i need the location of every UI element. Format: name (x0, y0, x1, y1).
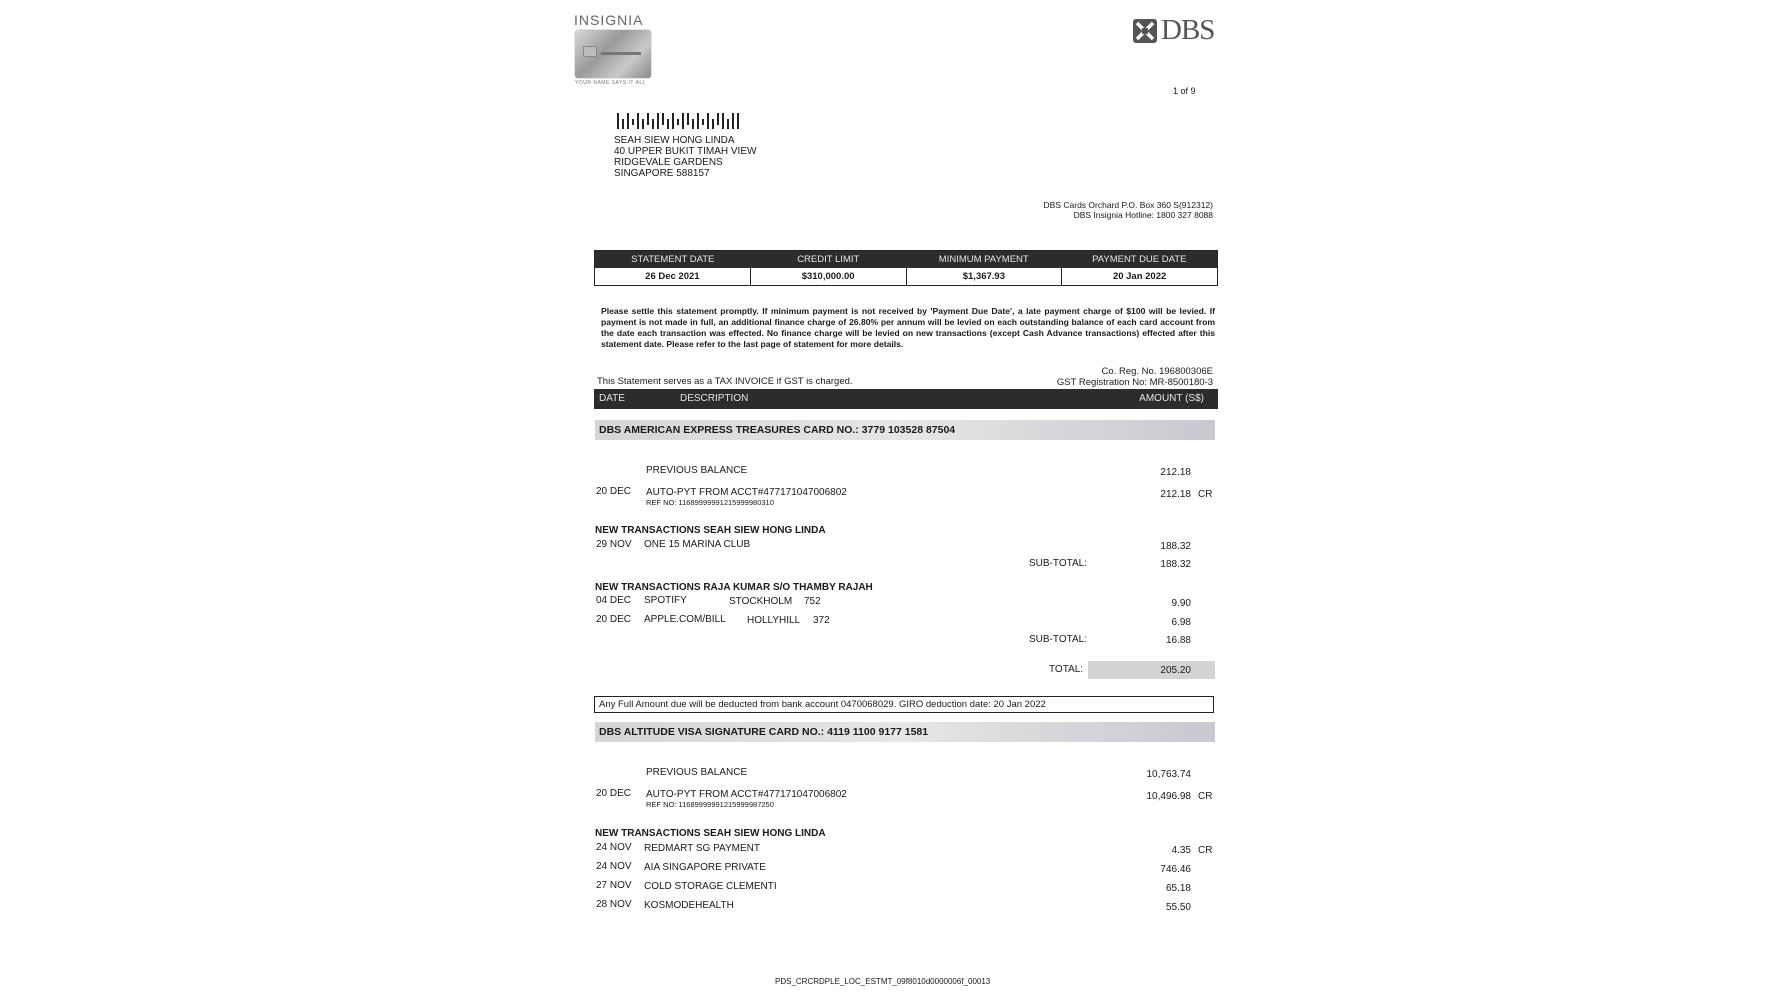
amex-g2-txn2-code: 372 (813, 615, 830, 626)
amex-g1-txn1-amount: 188.32 (1160, 541, 1191, 552)
document-footer-code: PDS_CRCRDPLE_LOC_ESTMT_09f8010d0000006f_00013 (775, 977, 991, 986)
altitude-autopay-ref: REF NO: 11689999991215999987250 (646, 800, 774, 809)
amex-autopay-date: 20 DEC (596, 486, 632, 497)
amex-g2-txn1-code: 752 (804, 596, 821, 607)
recipient-address-line2: RIDGEVALE GARDENS (614, 157, 723, 168)
amex-previous-balance-label: PREVIOUS BALANCE (646, 465, 748, 476)
summary-value-row (595, 268, 1217, 285)
card-brand-logo: INSIGNIA (574, 12, 644, 28)
amex-total-label: TOTAL: (1049, 664, 1084, 675)
altitude-autopay-description: AUTO-PYT FROM ACCT#477171047006802 (646, 789, 847, 800)
amex-g2-subtotal-label: SUB-TOTAL: (1029, 634, 1087, 645)
summary-credit-limit: $310,000.00 (750, 268, 906, 285)
amex-g2-txn2-description: APPLE.COM/BILL (644, 614, 726, 625)
altitude-txn4-amount: 55.50 (1165, 902, 1191, 913)
recipient-name: SEAH SIEW HONG LINDA (614, 135, 735, 146)
altitude-autopay-date: 20 DEC (596, 788, 632, 799)
altitude-txn4-description: KOSMODEHEALTH (644, 900, 734, 911)
column-description: DESCRIPTION (680, 393, 749, 404)
page-indicator: 1 of 9 (1173, 86, 1196, 96)
amex-g2-txn1-city: STOCKHOLM (729, 596, 793, 607)
recipient-address-line1: 40 UPPER BUKIT TIMAH VIEW (614, 146, 757, 157)
altitude-previous-balance-label: PREVIOUS BALANCE (646, 767, 748, 778)
summary-header-payment-due-date: PAYMENT DUE DATE (1092, 254, 1187, 265)
altitude-previous-balance-amount: 10,763.74 (1146, 769, 1191, 780)
altitude-card-title: DBS ALTITUDE VISA SIGNATURE CARD NO.: 4119 1100 9177 1581 (599, 726, 929, 738)
altitude-txn1-date: 24 NOV (596, 842, 632, 853)
summary-header-row (595, 251, 1217, 268)
credit-card-image (575, 30, 651, 78)
amex-autopay-cr: CR (1198, 489, 1213, 500)
tax-invoice-note: This Statement serves as a TAX INVOICE if GST is charged. (597, 376, 853, 387)
summary-minimum-payment: $1,367.93 (906, 268, 1062, 285)
amex-g2-txn1-amount: 9.90 (1171, 598, 1191, 609)
altitude-txn4-date: 28 NOV (596, 899, 632, 910)
altitude-txn2-date: 24 NOV (596, 861, 632, 872)
postal-barcode (617, 111, 741, 131)
amex-g2-txn2-amount: 6.98 (1171, 617, 1191, 628)
amex-g1-txn1-description: ONE 15 MARINA CLUB (644, 539, 751, 550)
amex-total-amount: 205.20 (1160, 665, 1191, 676)
summary-header-minimum-payment: MINIMUM PAYMENT (938, 254, 1029, 265)
amex-total-highlight (1088, 661, 1215, 679)
amex-previous-balance-amount: 212.18 (1160, 467, 1191, 478)
amex-group1-heading: NEW TRANSACTIONS SEAH SIEW HONG LINDA (595, 525, 826, 536)
card-chip (583, 46, 597, 57)
amex-g1-subtotal-amount: 188.32 (1160, 559, 1191, 570)
transaction-column-header (594, 389, 1218, 409)
column-date: DATE (599, 393, 625, 404)
statement-summary-table (594, 250, 1218, 286)
amex-g2-txn1-date: 04 DEC (596, 595, 632, 606)
altitude-txn2-amount: 746.46 (1160, 864, 1191, 875)
recipient-address-line3: SINGAPORE 588157 (614, 168, 710, 179)
amex-autopay-ref: REF NO: 11689999991215999980310 (646, 498, 774, 507)
amex-card-title: DBS AMERICAN EXPRESS TREASURES CARD NO.: 3779 103528 87504 (599, 424, 956, 436)
card-tagline: YOUR NAME SAYS IT ALL (575, 80, 646, 86)
amex-g2-txn2-city: HOLLYHILL (747, 615, 801, 626)
summary-statement-date: 26 Dec 2021 (645, 271, 700, 282)
amex-g1-txn1-date: 29 NOV (596, 539, 632, 550)
altitude-txn3-amount: 65.18 (1165, 883, 1191, 894)
altitude-group1-heading: NEW TRANSACTIONS SEAH SIEW HONG LINDA (595, 828, 826, 839)
column-amount: AMOUNT (S$) (1139, 393, 1204, 404)
amex-group2-heading: NEW TRANSACTIONS RAJA KUMAR S/O THAMBY RAJAH (595, 582, 873, 593)
dbs-star-icon (1132, 18, 1158, 44)
altitude-txn3-description: COLD STORAGE CLEMENTI (644, 881, 777, 892)
amex-autopay-amount: 212.18 (1160, 489, 1191, 500)
amex-g1-subtotal-label: SUB-TOTAL: (1029, 558, 1087, 569)
amex-card-section-header (595, 420, 1215, 440)
altitude-txn3-date: 27 NOV (596, 880, 632, 891)
amex-g2-subtotal-amount: 16.88 (1165, 635, 1191, 646)
giro-deduction-note: Any Full Amount due will be deducted from bank account 0470068029. GIRO deduction date: 20 Jan 2022 (594, 696, 1214, 713)
summary-payment-due-date: 20 Jan 2022 (1061, 268, 1217, 285)
bank-contact-hotline: DBS Insignia Hotline: 1800 327 8088 (1073, 210, 1213, 220)
altitude-autopay-amount: 10,496.98 (1146, 791, 1191, 802)
dbs-logo (1132, 14, 1214, 47)
amex-g2-txn2-date: 20 DEC (596, 614, 632, 625)
altitude-txn1-cr: CR (1198, 845, 1213, 856)
dbs-wordmark: DBS (1161, 14, 1215, 46)
altitude-txn1-description: REDMART SG PAYMENT (644, 843, 760, 854)
summary-header-statement-date: STATEMENT DATE (631, 254, 715, 265)
amex-autopay-description: AUTO-PYT FROM ACCT#477171047006802 (646, 487, 847, 498)
amex-g2-txn1-description: SPOTIFY (644, 595, 687, 606)
altitude-card-section-header (595, 722, 1215, 742)
altitude-txn2-description: AIA SINGAPORE PRIVATE (644, 862, 766, 873)
card-stripe (601, 52, 641, 55)
payment-notice: Please settle this statement promptly. If minimum payment is not received by 'Payment Due Date', a late payment charge of $100 will be levied. If payment is not made in full, an additional finance charge of 26.80% per annum will be levied on each outstanding balance of each card account from the date each transaction was effected. No finance charge will be levied on new transactions (except Cash Advance transactions) effected after this statement date. Please refer to the last page of statement for more details. (601, 306, 1215, 349)
gst-reg-number: GST Registration No: MR-8500180-3 (1056, 377, 1213, 388)
altitude-txn1-amount: 4.35 (1171, 845, 1191, 856)
summary-header-credit-limit: CREDIT LIMIT (797, 254, 860, 265)
altitude-autopay-cr: CR (1198, 791, 1213, 802)
company-reg-number: Co. Reg. No. 196800306E (1101, 366, 1213, 377)
bank-contact-address: DBS Cards Orchard P.O. Box 360 S(912312) (1043, 200, 1213, 210)
